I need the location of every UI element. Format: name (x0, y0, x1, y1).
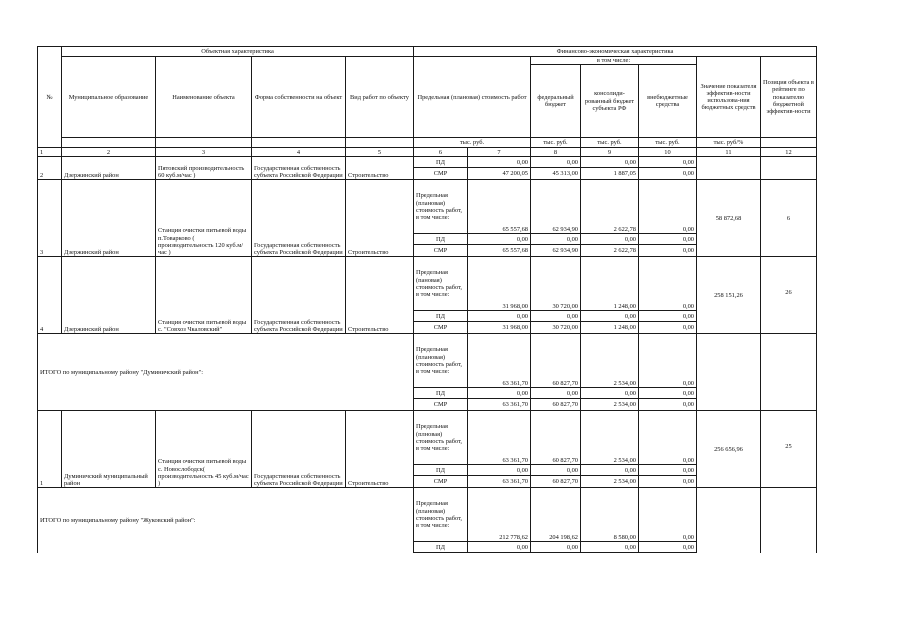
header-limit-cost: Предельная (плановая) стоимость работ (414, 57, 531, 138)
cell-value: 0,00 (639, 399, 697, 411)
table-row (38, 334, 817, 388)
cell-value: 0,00 (468, 542, 531, 553)
cell-value: 65 557,68 (468, 180, 531, 234)
cell-value: 0,00 (639, 257, 697, 311)
cell-value: 0,00 (468, 311, 531, 322)
unit-efficiency: тыс. руб/% (697, 138, 761, 148)
row-municipality: Дзержинский район (62, 180, 156, 257)
row-label-smr: СМР (414, 245, 468, 257)
cell-value: 212 778,62 (468, 488, 531, 542)
row-rating: 25 (761, 411, 817, 488)
row-label-limit: Предельная (плановая) стоимость работ, в том числе: (414, 180, 468, 234)
unit-limit: тыс. руб. (414, 138, 531, 148)
col-num: 6 (414, 148, 468, 157)
row-object-name: Пятовский производительность 60 куб.м/час ) (156, 157, 252, 180)
cell-value: 31 968,00 (468, 257, 531, 311)
header-including: в том числе: (531, 57, 697, 65)
cell-value: 0,00 (639, 180, 697, 234)
row-object-name: Станция очистки питьевой воды с. "Совхоз Чкаловский" (156, 257, 252, 334)
cell-value: 0,00 (581, 311, 639, 322)
cell-value: 63 361,70 (468, 334, 531, 388)
col-num: 3 (156, 148, 252, 157)
table-row (38, 157, 817, 168)
row-rating: 6 (761, 180, 817, 257)
cell-value: 47 200,05 (468, 168, 531, 180)
row-label-limit: Предельная (плановая) стоимость работ, в том числе: (414, 488, 468, 542)
cell-value: 0,00 (639, 157, 697, 168)
row-work-type: Строительство (346, 411, 414, 488)
cell-value: 2 622,78 (581, 245, 639, 257)
col-num: 12 (761, 148, 817, 157)
cell-value: 8 580,00 (581, 488, 639, 542)
cell-value: 63 361,70 (468, 399, 531, 411)
row-label-smr: СМР (414, 476, 468, 488)
row-number: 4 (38, 257, 62, 334)
cell-value: 1 248,00 (581, 257, 639, 311)
cell-value: 0,00 (639, 322, 697, 334)
row-efficiency: 258 151,26 (697, 257, 761, 334)
cell-value: 0,00 (639, 476, 697, 488)
col-num: 8 (531, 148, 581, 157)
col-num: 2 (62, 148, 156, 157)
row-label-pd: ПД (414, 157, 468, 168)
cell-value: 2 534,00 (581, 399, 639, 411)
cell-value: 65 557,68 (468, 245, 531, 257)
cell-value: 0,00 (639, 411, 697, 465)
cell-value: 63 361,70 (468, 411, 531, 465)
cell-value: 0,00 (639, 168, 697, 180)
total-title: ИТОГО по муниципальному району "Думиничский район": (38, 334, 414, 411)
row-label-pd: ПД (414, 465, 468, 476)
cell-value: 2 534,00 (581, 334, 639, 388)
cell-value: 1 248,00 (581, 322, 639, 334)
cell-value: 0,00 (468, 234, 531, 245)
cell-value: 0,00 (581, 157, 639, 168)
col-num: 11 (697, 148, 761, 157)
cell-value: 0,00 (639, 245, 697, 257)
row-work-type: Строительство (346, 180, 414, 257)
col-num: 1 (38, 148, 62, 157)
cell-value: 2 534,00 (581, 411, 639, 465)
cell-value: 2 534,00 (581, 476, 639, 488)
cell-value: 204 198,62 (531, 488, 581, 542)
table-row (38, 411, 817, 465)
cell-value: 0,00 (531, 234, 581, 245)
cell-value: 0,00 (468, 157, 531, 168)
cell-value: 0,00 (581, 234, 639, 245)
cell-value: 2 622,78 (581, 180, 639, 234)
header-consolidated: консолиди-рованный бюджет субъекта РФ (581, 65, 639, 138)
cell-value: 0,00 (639, 488, 697, 542)
cell-value: 63 361,70 (468, 476, 531, 488)
row-object-name: Станция очистки питьевой воды п.Товарково ( производительность 120 куб.м/час ) (156, 180, 252, 257)
cell-value: 60 827,70 (531, 411, 581, 465)
col-num: 5 (346, 148, 414, 157)
row-label-pd: ПД (414, 311, 468, 322)
cell-value: 0,00 (639, 388, 697, 399)
header-efficiency: Значение показателя эффектив-ности использова-ния бюджетных средств (697, 57, 761, 138)
header-offbudget: внебюджетные средства (639, 65, 697, 138)
header-work-type: Вид работ по объекту (346, 57, 414, 138)
cell-value: 62 934,90 (531, 180, 581, 234)
cell-value: 60 827,70 (531, 399, 581, 411)
cell-value: 1 887,05 (581, 168, 639, 180)
row-number: 1 (38, 411, 62, 488)
unit-federal: тыс. руб. (531, 138, 581, 148)
row-ownership: Государственная собственность субъекта Российской Федерации (252, 257, 346, 334)
row-ownership: Государственная собственность субъекта Российской Федерации (252, 180, 346, 257)
row-rating: 26 (761, 257, 817, 334)
cell-value: 0,00 (581, 388, 639, 399)
row-label-pd: ПД (414, 388, 468, 399)
cell-value: 0,00 (639, 465, 697, 476)
table-row (38, 257, 817, 311)
row-municipality: Дзержинский район (62, 257, 156, 334)
unit-consolidated: тыс. руб. (581, 138, 639, 148)
cell-value: 0,00 (531, 388, 581, 399)
cell-value: 62 934,90 (531, 245, 581, 257)
cell-value: 0,00 (639, 334, 697, 388)
row-label-pd: ПД (414, 542, 468, 553)
financial-table (37, 46, 817, 553)
row-work-type: Строительство (346, 257, 414, 334)
header-ownership: Форма собственности на объект (252, 57, 346, 138)
header-municipality: Муниципальное образование (62, 57, 156, 138)
row-label-limit: Предельная (пановая) стоимость работ, в том числе: (414, 257, 468, 311)
cell-value: 0,00 (581, 542, 639, 553)
row-label-limit: Предельная (плновая) стоимость работ, в том числе: (414, 411, 468, 465)
header-object-name: Наименование объекта (156, 57, 252, 138)
cell-value: 30 720,00 (531, 257, 581, 311)
cell-value: 0,00 (639, 311, 697, 322)
row-object-name: Станция очистки питьевой воды с. Новослободск( производительность 45 куб.м/час ) (156, 411, 252, 488)
header-rating: Позиция объекта в рейтинге по показателю бюджетной эффектив-ности (761, 57, 817, 138)
cell-value: 0,00 (468, 465, 531, 476)
col-num: 9 (581, 148, 639, 157)
row-label-pd: ПД (414, 234, 468, 245)
row-ownership: Государственная собственность субъекта Российской Федерации (252, 157, 346, 180)
col-num: 7 (468, 148, 531, 157)
header-fin-group: Финансово-экономическая характеристика (414, 47, 817, 57)
col-num: 4 (252, 148, 346, 157)
row-work-type: Строительство (346, 157, 414, 180)
cell-value: 60 827,70 (531, 334, 581, 388)
unit-offbudget: тыс. руб. (639, 138, 697, 148)
row-efficiency: 58 872,68 (697, 180, 761, 257)
header-num: № (38, 47, 62, 148)
header-object-group: Объектная характеристика (62, 47, 414, 57)
row-label-smr: СМР (414, 399, 468, 411)
col-num: 10 (639, 148, 697, 157)
row-number: 3 (38, 180, 62, 257)
cell-value: 0,00 (639, 234, 697, 245)
cell-value: 31 968,00 (468, 322, 531, 334)
cell-value: 0,00 (468, 388, 531, 399)
cell-value: 45 313,00 (531, 168, 581, 180)
row-municipality: Дзержинский район (62, 157, 156, 180)
row-number: 2 (38, 157, 62, 180)
cell-value: 0,00 (531, 157, 581, 168)
row-label-smr: СМР (414, 168, 468, 180)
total-title: ИТОГО по муниципальному району "Жуковский район": (38, 488, 414, 553)
row-label-smr: СМР (414, 322, 468, 334)
cell-value: 0,00 (581, 465, 639, 476)
cell-value: 0,00 (531, 311, 581, 322)
cell-value: 30 720,00 (531, 322, 581, 334)
cell-value: 0,00 (531, 542, 581, 553)
table-row (38, 180, 817, 234)
cell-value: 60 827,70 (531, 476, 581, 488)
cell-value: 0,00 (531, 465, 581, 476)
row-label-limit: Предельная (плановая) стоимость работ, в том числе: (414, 334, 468, 388)
cell-value: 0,00 (639, 542, 697, 553)
row-ownership: Государственная собственность субъекта Российской Федерации (252, 411, 346, 488)
row-efficiency: 256 656,96 (697, 411, 761, 488)
header-federal: федеральный бюджет (531, 65, 581, 138)
row-municipality: Думиничский муниципальный район (62, 411, 156, 488)
table-row (38, 488, 817, 542)
